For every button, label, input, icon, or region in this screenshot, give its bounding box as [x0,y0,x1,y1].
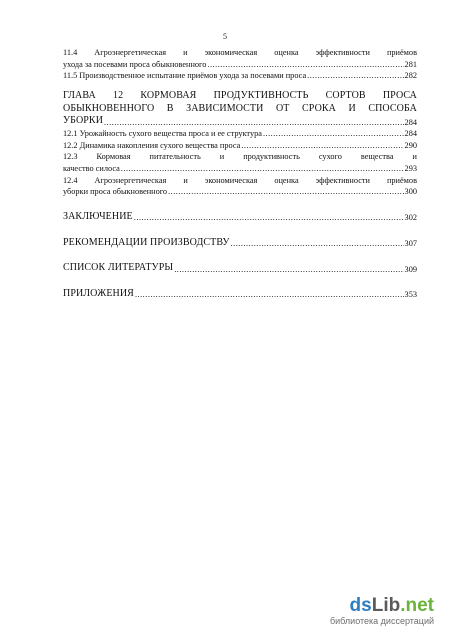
chapter-12-title-line1: ГЛАВА 12 КОРМОВАЯ ПРОДУКТИВНОСТЬ СОРТОВ ПРОСА [63,89,417,101]
toc-entry-11-5[interactable] [63,70,417,82]
dot-leader [104,117,404,129]
toc-entry-12-3-line1: 12.3 Кормовая питательность и продуктивность сухого вещества и [63,152,417,162]
toc-page-number: 353 [404,290,417,300]
dot-leader [241,140,403,152]
toc-page-number: 281 [404,59,417,69]
toc-page-number: 284 [404,129,417,139]
dslib-logo: dsLib.net [349,595,434,616]
toc-entry-conclusion[interactable] [63,211,417,224]
toc-entry-chapter-12[interactable] [63,115,417,128]
toc-page-number: 309 [404,264,417,274]
dslib-subtitle: библиотека диссертаций [329,616,434,626]
toc-entry-recommendations[interactable] [63,237,417,250]
toc-entry-11-4[interactable] [63,59,417,71]
dot-leader [263,128,404,140]
toc-entry-title: 12.1 Урожайность сухого вещества проса и ее структура [63,129,262,139]
toc-page-number: 302 [404,212,417,222]
toc-entry-title: 12.2 Динамика накопления сухого вещества проса [63,140,241,150]
chapter-12-title-line3: УБОРКИ [63,115,104,127]
toc-entry-12-4-line1: 12.4 Агроэнергетическая и экономическая оценка эффективности приёмов [63,175,417,185]
dot-leader [207,59,403,71]
toc-entry-12-3-line2: качество силоса [63,163,120,173]
toc-entry-11-4-line2: ухода за посевами проса обыкновенного [63,59,207,69]
chapter-12-title-line2: ОБЫКНОВЕННОГО В ЗАВИСИМОСТИ ОТ СРОКА И СПОСОБА [63,102,417,114]
toc-page-number: 282 [404,71,417,81]
toc-entry-appendices[interactable] [63,288,417,301]
dslib-watermark[interactable] [330,596,434,627]
dot-leader [168,186,403,198]
toc-entry-12-3[interactable] [63,163,417,175]
toc-entry-12-4[interactable] [63,186,417,198]
toc-entry-12-4-line2: уборки проса обыкновенного [63,187,168,197]
toc-entry-12-1[interactable] [63,128,417,140]
table-of-contents [63,47,417,301]
toc-entry-title: СПИСОК ЛИТЕРАТУРЫ [63,262,174,274]
dot-leader [121,163,404,175]
toc-page-number: 293 [404,163,417,173]
toc-page-number: 284 [404,117,417,127]
page-number: 5 [223,32,227,41]
toc-page-number: 300 [404,187,417,197]
toc-entry-title: ПРИЛОЖЕНИЯ [63,288,134,300]
toc-entry-12-2[interactable] [63,140,417,152]
toc-entry-title: РЕКОМЕНДАЦИИ ПРОИЗВОДСТВУ [63,236,230,248]
dot-leader [307,70,403,82]
toc-entry-title: 11.5 Производственное испытание приёмов ухода за посевами проса [63,71,307,81]
toc-entry-title: ЗАКЛЮЧЕНИЕ [63,210,133,222]
toc-page-number: 307 [404,238,417,248]
toc-page-number: 290 [404,140,417,150]
dot-leader [134,212,404,224]
dot-leader [135,289,404,301]
dot-leader [231,238,404,250]
dot-leader [174,264,403,276]
toc-entry-bibliography[interactable] [63,262,417,275]
toc-entry-11-4-line1: 11.4 Агроэнергетическая и экономическая оценка эффективности приёмов [63,48,417,57]
